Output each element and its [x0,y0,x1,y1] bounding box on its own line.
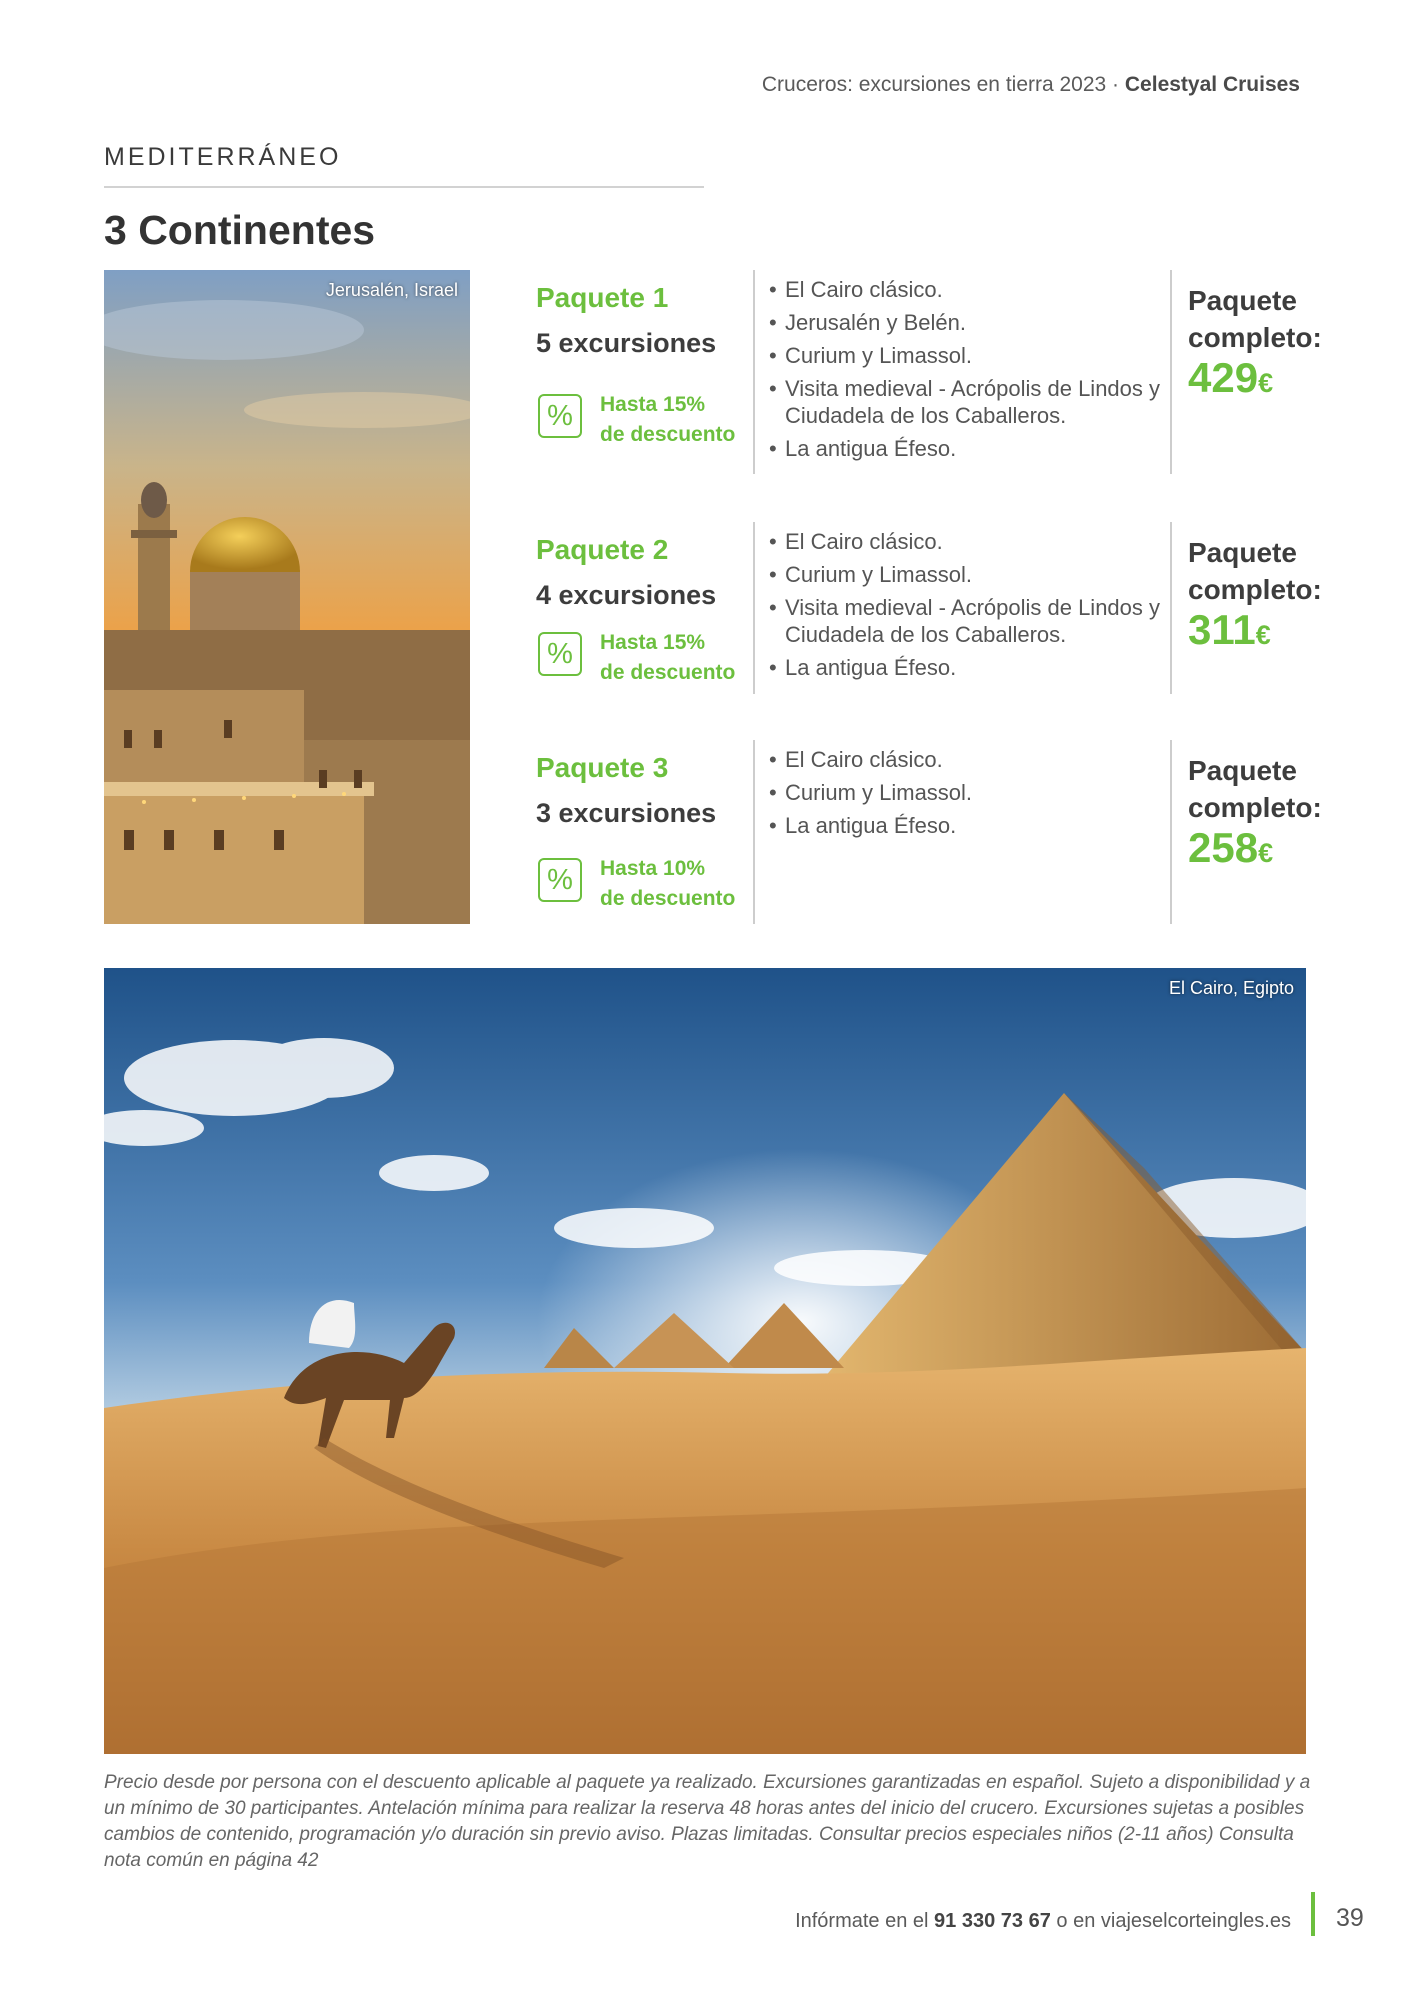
column-divider [753,270,755,474]
price-label-line-1: Paquete [1188,285,1297,316]
package-3 [536,747,1336,922]
excursion-item: • Visita medieval - Acrópolis de Lindos y Ciudadela de los Caballeros. [769,594,1189,648]
price-currency: € [1258,368,1274,398]
package-price [1188,606,1271,654]
excursion-item: • La antigua Éfeso. [769,435,1189,462]
price-label [1188,752,1322,826]
price-value: 311 [1188,606,1256,653]
cairo-caption: El Cairo, Egipto [1168,978,1294,998]
footer-contact [795,1910,1291,1933]
jerusalem-photo [104,270,470,924]
percent-icon: % [538,632,582,676]
price-label [1188,282,1322,356]
footer-prefix: Infórmate en el [795,1910,929,1932]
discount-line-1: Hasta 15% [600,393,706,416]
price-label-line-2: completo: [1188,322,1322,353]
excursion-list [769,528,1189,687]
column-divider [1170,270,1172,474]
package-1 [536,277,1336,472]
package-excursion-count: 3 excursiones [536,798,717,828]
percent-icon: % [538,394,582,438]
package-excursion-count: 4 excursiones [536,580,717,610]
section-label: MEDITERRÁNEO [104,143,342,171]
page-number: 39 [1336,1904,1364,1932]
excursion-item: • Curium y Limassol. [769,779,1189,806]
discount-line-1: Hasta 10% [600,857,706,880]
column-divider [1170,740,1172,924]
excursion-item: • Curium y Limassol. [769,342,1189,369]
header-text: Cruceros: excursiones en tierra 2023 · [761,73,1120,96]
price-value: 258 [1188,824,1259,871]
price-label [1188,534,1322,608]
package-price [1188,824,1273,872]
excursion-list [769,746,1189,845]
excursion-item: • El Cairo clásico. [769,276,1189,303]
discount-line-2: de descuento [600,887,736,910]
price-value: 429 [1188,354,1259,401]
header-brand: Celestyal Cruises [1124,73,1300,96]
column-divider [753,522,755,694]
footnote: Precio desde por persona con el descuento aplicable al paquete ya realizado. Excursiones garantizadas en español. Sujeto a disponibilidad y a un mínimo de 30 participantes. Antelación mínima para realizar la reserva 48 horas antes del inicio del crucero. Excursiones sujetas a posibles cambios de contenido, programación y/o duración sin previo aviso. Plazas limitadas. Consultar precios especiales niños (2-11 años) Consulta nota común en página 42 [104,1772,1311,1871]
excursion-item: • Visita medieval - Acrópolis de Lindos y Ciudadela de los Caballeros. [769,375,1189,429]
footer-accent-bar [1311,1892,1315,1936]
package-price [1188,354,1273,402]
price-label-line-1: Paquete [1188,537,1297,568]
excursion-item: • La antigua Éfeso. [769,812,1189,839]
price-currency: € [1255,620,1271,650]
page-header [762,73,1300,97]
discount-line-2: de descuento [600,661,736,684]
excursion-item: • El Cairo clásico. [769,746,1189,773]
discount-line-1: Hasta 15% [600,631,706,654]
footer-website[interactable]: viajeselcorteingles.es [1100,1910,1291,1932]
price-currency: € [1258,838,1274,868]
package-2 [536,529,1336,694]
excursion-list [769,276,1189,468]
footer-phone[interactable]: 91 330 73 67 [934,1910,1051,1932]
cairo-photo [104,968,1306,1754]
page-title: 3 Continentes [104,207,376,253]
excursion-item: • Jerusalén y Belén. [769,309,1189,336]
footer-middle: o en [1056,1910,1096,1932]
excursion-item: • El Cairo clásico. [769,528,1189,555]
section-divider [104,186,704,188]
excursion-item: • La antigua Éfeso. [769,654,1189,681]
package-name: Paquete 1 [536,282,669,313]
excursion-item: • Curium y Limassol. [769,561,1189,588]
jerusalem-caption: Jerusalén, Israel [325,280,458,300]
column-divider [1170,522,1172,694]
package-name: Paquete 2 [536,534,669,565]
package-excursion-count: 5 excursiones [536,328,717,358]
price-label-line-2: completo: [1188,792,1322,823]
price-label-line-2: completo: [1188,574,1322,605]
discount-line-2: de descuento [600,423,736,446]
column-divider [753,740,755,924]
percent-icon: % [538,858,582,902]
price-label-line-1: Paquete [1188,755,1297,786]
package-name: Paquete 3 [536,752,669,783]
